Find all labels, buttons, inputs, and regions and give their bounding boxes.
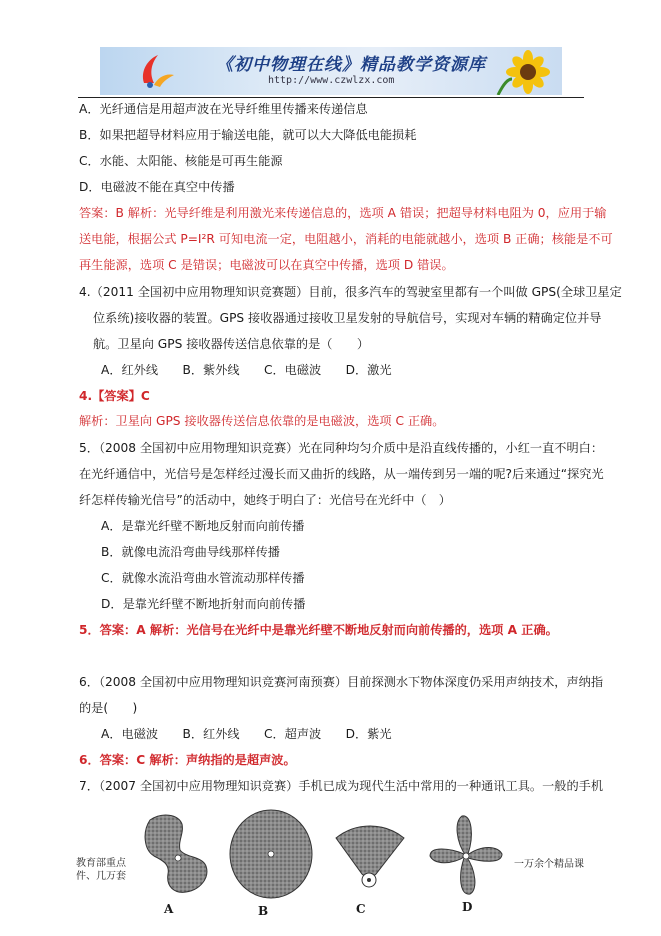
q5-option-b: B．就像电流沿弯曲导线那样传播 [101, 545, 280, 559]
q5-stem-line-2: 在光纤通信中，光信号是怎样经过漫长而又曲折的线路，从一端传到另一端的呢?后来通过“探究光 [79, 467, 604, 481]
q6-options: A．电磁波 B．红外线 C．超声波 D．紫光 [101, 727, 392, 741]
q3-answer-line-2: 送电能，根据公式 P=I²R 可知电流一定，电阻越小，消耗的电能就越小，选项 B 正确；核能是不可 [79, 232, 613, 246]
q5-option-c: C．就像水流沿弯曲水管流动那样传播 [101, 571, 305, 585]
q4-options: A．红外线 B．紫外线 C．电磁波 D．激光 [101, 363, 392, 377]
figure-a-label: A [164, 902, 174, 916]
figure-a [140, 810, 216, 896]
q5-stem-line-3: 纤怎样传输光信号”的活动中，她终于明白了：光信号在光纤中（ ） [79, 493, 451, 507]
q3-option-d: D．电磁波不能在真空中传播 [79, 180, 235, 194]
q7-stem-line-1: 7．（2007 全国初中应用物理知识竞赛）手机已成为现代生活中常用的一种通讯工具。一般的手机 [79, 779, 604, 793]
sunflower-icon [494, 49, 554, 95]
q3-answer-line-3: 再生能源，选项 C 是错误；电磁波可以在真空中传播，选项 D 错误。 [79, 258, 454, 272]
q3-option-a: A．光纤通信是用超声波在光导纤维里传播来传递信息 [79, 102, 368, 116]
q4-stem-line-3: 航。卫星向 GPS 接收器传送信息依靠的是（ ） [93, 337, 370, 351]
q5-option-d: D．是靠光纤壁不断地折射而向前传播 [101, 597, 306, 611]
figure-c-label: C [356, 902, 366, 916]
banner-title: 《初中物理在线》精品教学资源库 [216, 55, 486, 75]
figure-c [332, 818, 408, 890]
header-rule [78, 97, 584, 98]
site-logo-icon [136, 51, 176, 91]
q4-stem-line-2: 位系统)接收器的装置。GPS 接收器通过接收卫星发射的导航信号，实现对车辆的精确定位并导 [93, 311, 602, 325]
header-banner [100, 47, 562, 95]
q6-stem-line-2: 的是( ) [79, 701, 138, 715]
figure-b [228, 808, 314, 900]
q5-stem-line-1: 5．（2008 全国初中应用物理知识竞赛）光在同种均匀介质中是沿直线传播的，小红一直不明白： [79, 441, 604, 455]
q4-stem-line-1: 4.（2011 全国初中应用物理知识竞赛题）目前，很多汽车的驾驶室里都有一个叫做 GPS(全球卫星定 [79, 285, 622, 299]
figure-d-label: D [462, 900, 473, 914]
q3-answer-line-1: 答案：B 解析：光导纤维是利用激光来传递信息的，选项 A 错误；把超导材料电阻为 0，应用于输 [79, 206, 607, 220]
q4-explanation: 解析：卫星向 GPS 接收器传送信息依靠的是电磁波，选项 C 正确。 [79, 414, 445, 428]
side-note-left-line-2: 件、几万套 [76, 871, 126, 882]
side-note-left [76, 857, 126, 883]
q5-answer: 5．答案：A 解析：光信号在光纤中是靠光纤壁不断地反射而向前传播的，选项 A 正确。 [79, 623, 558, 637]
q3-option-b: B．如果把超导材料应用于输送电能，就可以大大降低电能损耗 [79, 128, 417, 142]
figure-d [426, 812, 506, 898]
q4-answer: 4.【答案】C [79, 389, 150, 403]
side-note-right: 一万余个精品课 [514, 859, 584, 870]
q3-option-c: C．水能、太阳能、核能是可再生能源 [79, 154, 283, 168]
side-note-left-line-1: 教育部重点 [76, 858, 126, 869]
banner-url[interactable]: http://www.czwlzx.com [268, 75, 395, 86]
q5-option-a: A．是靠光纤壁不断地反射而向前传播 [101, 519, 305, 533]
figure-b-label: B [258, 904, 269, 918]
q6-stem-line-1: 6．（2008 全国初中应用物理知识竞赛河南预赛）目前探测水下物体深度仍采用声纳技术，声纳指 [79, 675, 604, 689]
q6-answer: 6．答案：C 解析：声纳指的是超声波。 [79, 753, 296, 767]
